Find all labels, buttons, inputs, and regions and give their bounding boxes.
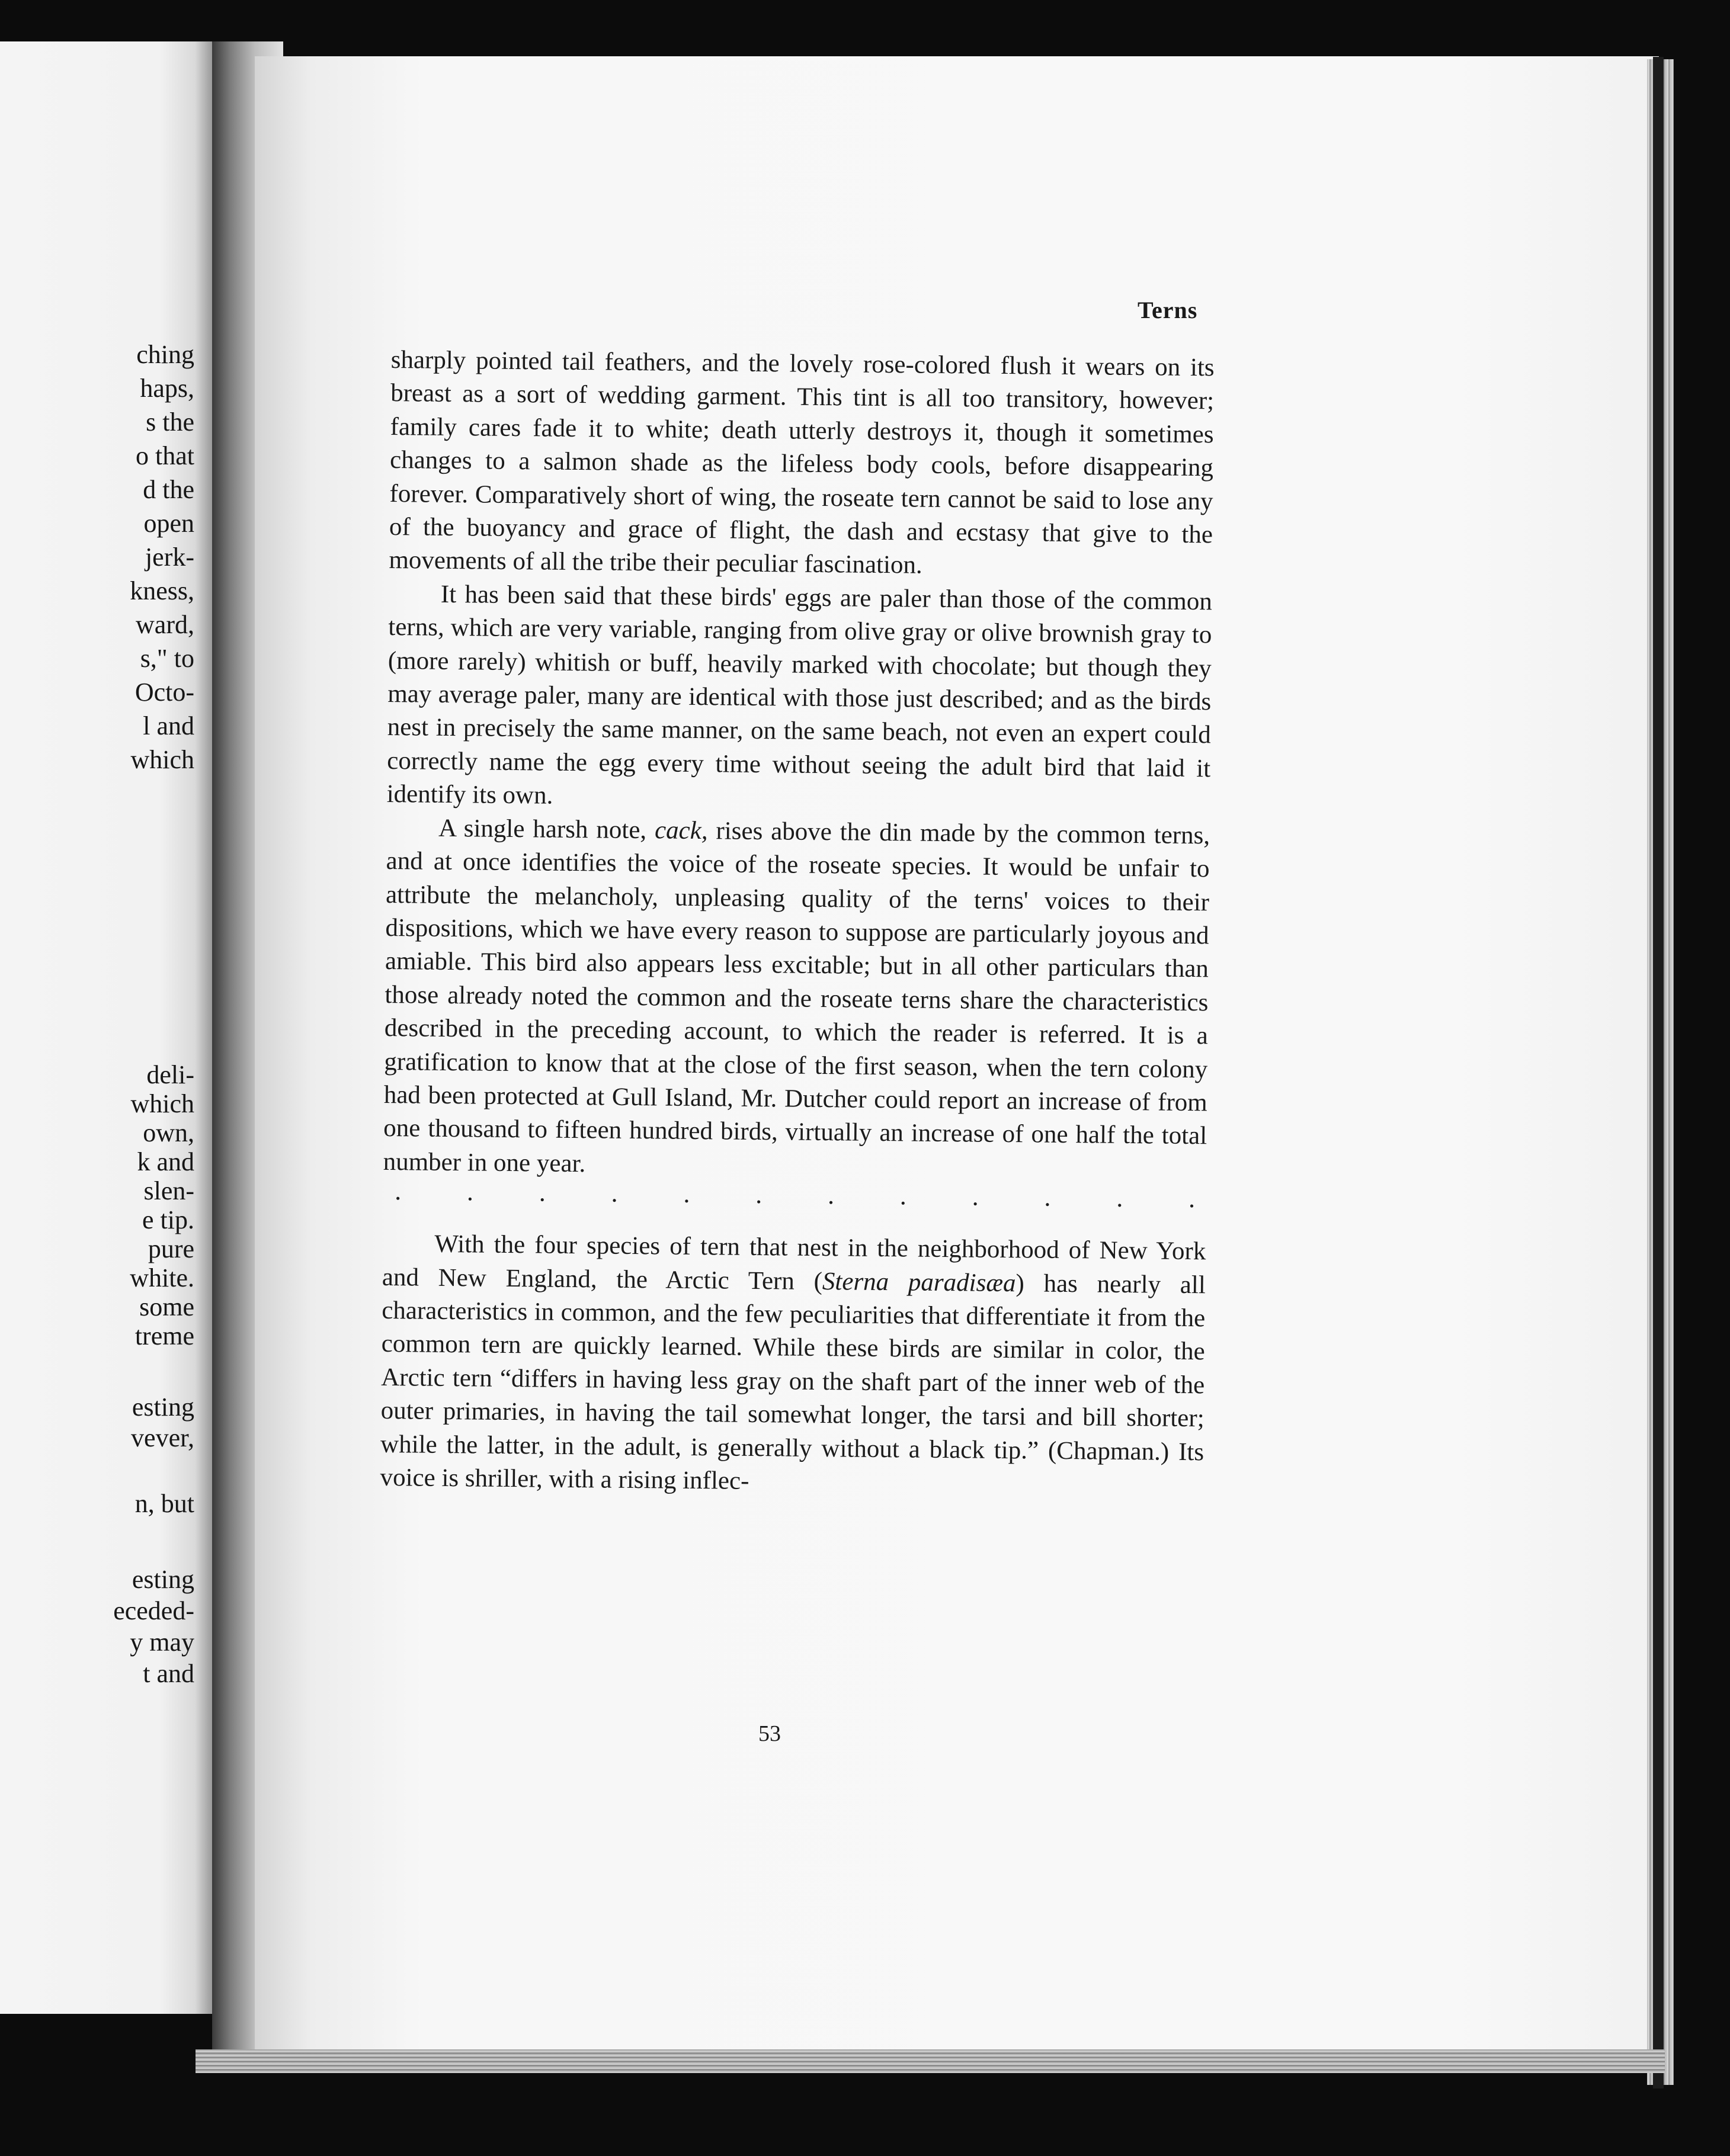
separator-dot: .: [827, 1180, 835, 1210]
left-line: white.: [130, 1263, 194, 1292]
left-line: ward,: [136, 610, 194, 639]
separator-dot: .: [1044, 1182, 1051, 1212]
separator-dot: .: [466, 1177, 474, 1207]
left-line: which: [130, 745, 194, 774]
paragraph-roseate-eggs: It has been said that these birds' eggs are paler than those of the common terns, which are very variable, ranging from olive gray or olive brownish gray to (more rarely) whitish or buff, heavily marked with chocolate; but though they may average paler, many are identical with those just described; and as the birds nest in precisely the same manner, on the same beach, not even an expert could correctly name the egg every time without seeing the adult bird that laid it identify its own.: [386, 580, 1213, 810]
left-line: y may: [130, 1628, 194, 1657]
paragraph-roseate-coloring: sharply pointed tail feathers, and the lovely rose-colored flush it wears on its breast as a sort of wedding garment. This tint is all too transitory, however; family cares fade it to white; death utterly destroys it, though it sometimes changes to a salmon shade as the lifeless body cools, before disappearing forever. Comparatively short of wing, the roseate tern cannot be said to lose any of the buoyancy and grace of flight, the dash and ecstasy that give to the movements of all the tribe their peculiar fascination.: [389, 345, 1215, 580]
left-line: s the: [146, 408, 194, 437]
left-line: d the: [143, 475, 194, 504]
left-line: s," to: [140, 644, 194, 673]
text-run: With the four species of tern that nest in the neighborhood of New York and New England, the Arctic Tern (: [382, 1230, 1206, 1295]
left-line: esting: [132, 1565, 194, 1594]
separator-dot: .: [1116, 1183, 1123, 1213]
left-line: deli-: [146, 1060, 194, 1089]
left-line: o that: [136, 441, 194, 470]
left-line: which: [130, 1089, 194, 1118]
left-page-text-5: [113, 1564, 194, 1689]
left-page: [0, 41, 212, 2014]
body-text: [380, 344, 1215, 1503]
left-line: n, but: [134, 1489, 194, 1518]
text-run: rises above the din made by the common terns, and at once identifies the voice of the roseate species. It would be unfair to attribute the melancholy, unpleasing quality of the terns' voices to their dispositions, which we have every reason to suppose are particularly joyous and amiable. This bird also appears less excitable; but in all other particulars than those already noted the common and the roseate terns share the characteristics described in the preceding account, to which the reader is referred. It is a gratification to know that at the close of the first season, when the tern colony had been protected at Gull Island, Mr. Dutcher could report an increase of from one thousand to fifteen hundred birds, virtually an increase of one half the total number in one year.: [383, 816, 1210, 1178]
left-page-text-4: [135, 1487, 194, 1520]
left-line: open: [143, 509, 194, 538]
left-line: kness,: [130, 576, 194, 605]
left-line: Octo-: [134, 678, 194, 707]
left-line: treme: [134, 1321, 194, 1350]
left-line: e tip.: [142, 1205, 194, 1234]
left-line: ching: [136, 340, 194, 369]
separator-dot: .: [539, 1178, 546, 1207]
left-line: l and: [143, 711, 194, 740]
left-line: jerk-: [145, 543, 194, 572]
left-line: k and: [137, 1147, 194, 1176]
page-number: 53: [758, 1721, 781, 1746]
left-line: eceded-: [113, 1596, 194, 1625]
separator-dot: .: [972, 1182, 979, 1211]
left-line: t and: [143, 1659, 194, 1688]
italic-species-name: Sterna paradisæa: [822, 1267, 1016, 1297]
left-line: some: [139, 1292, 194, 1321]
left-line: pure: [148, 1234, 194, 1263]
left-line: own,: [143, 1118, 194, 1147]
text-run: ) has nearly all characteristics in common, and the few peculiarities that differentiate it from the common tern are quickly learned. While these birds are similar in color, the Arctic tern “differs in having less gray on the shaft part of the inner web of the outer primaries, in having the tail somewhat longer, the tarsi and bill shorter; while the latter, in the adult, is generally without a black tip.” (Chapman.) Its voice is shriller, with a rising inflec-: [380, 1269, 1206, 1495]
left-line: vever,: [131, 1423, 194, 1452]
paragraph-arctic-tern: [380, 1227, 1206, 1503]
left-page-text-lower: [130, 1060, 194, 1350]
separator-dot: .: [1188, 1184, 1196, 1214]
separator-dot: .: [755, 1180, 763, 1209]
paragraph-roseate-voice: [383, 811, 1210, 1187]
separator-dot: .: [395, 1176, 402, 1206]
italic-call-note: cack,: [654, 816, 708, 845]
separator-dot: .: [611, 1178, 618, 1208]
left-line: slen-: [143, 1176, 194, 1205]
separator-dot: .: [899, 1181, 907, 1211]
left-page-text-3: [131, 1392, 194, 1454]
separator-dot: .: [683, 1179, 690, 1209]
left-page-text-upper: [130, 338, 194, 777]
running-head: Terns: [1138, 297, 1198, 323]
left-line: haps,: [140, 374, 194, 403]
section-separator: [383, 1176, 1206, 1223]
left-line: esting: [132, 1393, 194, 1422]
cover-edge: [1653, 57, 1664, 2088]
page-edges-bottom: [196, 2049, 1665, 2073]
text-run: A single harsh note,: [438, 814, 647, 844]
